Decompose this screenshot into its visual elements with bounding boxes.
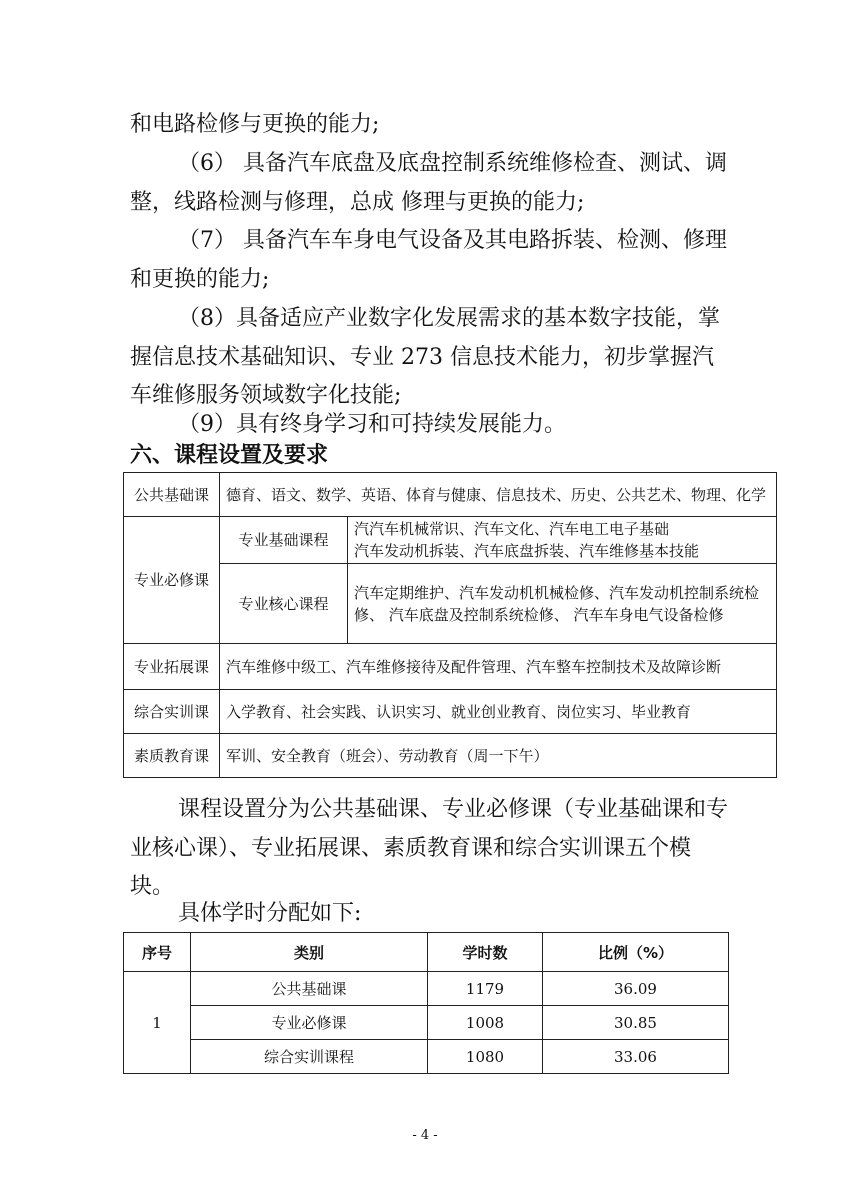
table-row xyxy=(124,1040,729,1074)
table-row xyxy=(124,734,777,778)
section-heading: 六、课程设置及要求 xyxy=(130,443,329,468)
content-cell: 德育、语文、数学、英语、体育与健康、信息技术、历史、公共艺术、物理、化学 xyxy=(220,473,777,517)
paragraph-item-8: （8）具备适应产业数字化发展需求的基本数字技能，掌握信息技术基础知识、专业 273 信息技术能力，初步掌握汽车维修服务领域数字化技能; xyxy=(130,306,720,409)
paragraph-item-9: （9）具有终身学习和可持续发展能力。 xyxy=(178,412,566,437)
content-cell: 军训、安全教育（班会）、劳动教育（周一下午） xyxy=(220,734,777,778)
page-number: - 4 - xyxy=(412,1128,438,1143)
course-table xyxy=(123,472,777,778)
category-cell: 专业拓展课 xyxy=(124,644,220,690)
row-number-cell: 1 xyxy=(124,972,191,1074)
paragraph-continuation: 和电路检修与更换的能力; xyxy=(130,112,380,137)
ratio-cell: 36.09 xyxy=(543,972,729,1006)
category-cell: 综合实训课 xyxy=(124,690,220,734)
content-cell: 汽车定期维护、汽车发动机机械检修、汽车发动机控制系统检修、 汽车底盘及控制系统检修、 汽车车身电气设备检修 xyxy=(348,564,777,644)
hours-cell: 1179 xyxy=(428,972,543,1006)
category-cell: 素质教育课 xyxy=(124,734,220,778)
summary-paragraph: 课程设置分为公共基础课、专业必修课（专业基础课和专业核心课）、专业拓展课、素质教育课和综合实训课五个模块。 xyxy=(130,797,729,900)
table-row xyxy=(124,1006,729,1040)
content-line: 汽汽车机械常识、汽车文化、汽车电工电子基础 xyxy=(354,520,670,538)
content-cell: 入学教育、社会实践、认识实习、就业创业教育、岗位实习、毕业教育 xyxy=(220,690,777,734)
ratio-cell: 30.85 xyxy=(543,1006,729,1040)
hours-cell: 1080 xyxy=(428,1040,543,1074)
header-cell: 类别 xyxy=(191,933,428,972)
category-cell: 专业必修课 xyxy=(124,517,220,644)
table-row xyxy=(124,564,777,644)
paragraph-item-6: （6） 具备汽车底盘及底盘控制系统维修检查、测试、调整，线路检测与修理，总成 修理与更换的能力; xyxy=(130,151,727,215)
content-line: 汽车发动机拆装、汽车底盘拆装、汽车维修基本技能 xyxy=(354,542,700,560)
table-header-row xyxy=(124,933,729,972)
subcategory-cell: 专业核心课程 xyxy=(220,564,348,644)
table-row xyxy=(124,644,777,690)
hours-intro: 具体学时分配如下: xyxy=(178,901,362,926)
category-cell: 公共基础课 xyxy=(191,972,428,1006)
category-cell: 专业必修课 xyxy=(191,1006,428,1040)
header-cell: 序号 xyxy=(124,933,191,972)
table-row xyxy=(124,690,777,734)
table-row xyxy=(124,517,777,564)
hours-table xyxy=(123,932,729,1074)
content-cell xyxy=(348,517,777,564)
table-row xyxy=(124,972,729,1006)
header-cell: 学时数 xyxy=(428,933,543,972)
subcategory-cell: 专业基础课程 xyxy=(220,517,348,564)
table-row xyxy=(124,473,777,517)
ratio-cell: 33.06 xyxy=(543,1040,729,1074)
hours-cell: 1008 xyxy=(428,1006,543,1040)
header-cell: 比例（%） xyxy=(543,933,729,972)
category-cell: 公共基础课 xyxy=(124,473,220,517)
paragraph-item-7: （7） 具备汽车车身电气设备及其电路拆装、检测、修理和更换的能力; xyxy=(130,228,727,292)
category-cell: 综合实训课程 xyxy=(191,1040,428,1074)
content-cell: 汽车维修中级工、汽车维修接待及配件管理、汽车整车控制技术及故障诊断 xyxy=(220,644,777,690)
